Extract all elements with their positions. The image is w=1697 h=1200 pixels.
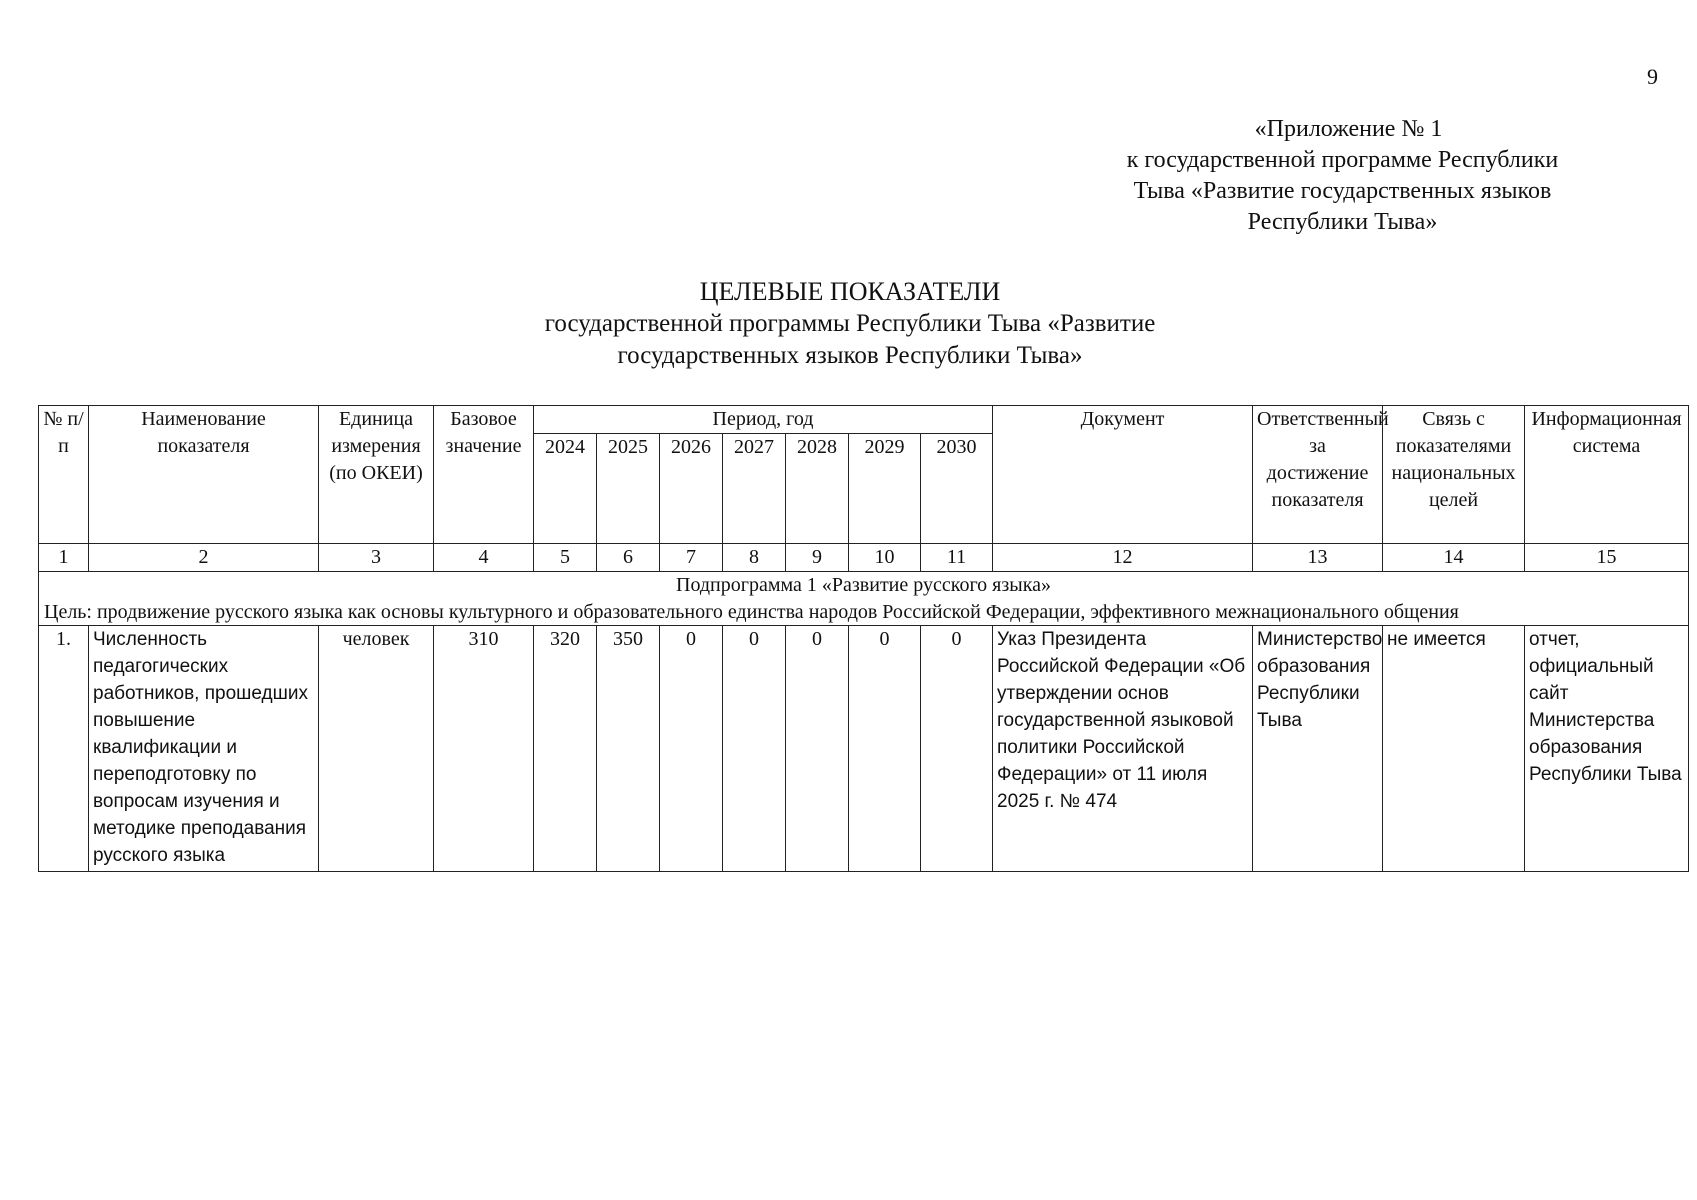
header-year: 2026	[660, 434, 723, 544]
column-number: 12	[993, 544, 1253, 572]
goal-text: Цель: продвижение русского языка как основы культурного и образовательного единства народов Российской Федерации, эффективного межнационального общения	[39, 599, 1689, 626]
header-no: № п/п	[39, 406, 89, 544]
column-number: 6	[597, 544, 660, 572]
header-document: Документ	[993, 406, 1253, 544]
title-line-2: государственной программы Республики Тыва «Развитие	[544, 310, 1156, 337]
responsible-cell: Министерство образования Республики Тыва	[1253, 626, 1383, 872]
appendix-line-3: Тыва «Развитие государственных языков	[1133, 178, 1552, 204]
base-value-cell: 310	[434, 626, 534, 872]
header-link: Связь с показателями национальных целей	[1383, 406, 1525, 544]
header-year: 2030	[921, 434, 993, 544]
document-cell: Указ Президента Российской Федерации «Об утверждении основ государственной языковой политики Российской Федерации» от 11 июля 2025 г. № 474	[993, 626, 1253, 872]
column-number: 8	[723, 544, 786, 572]
document-title	[400, 276, 1300, 372]
subprogram-row	[39, 572, 1689, 600]
indicators-table	[38, 405, 1689, 872]
column-number: 11	[921, 544, 993, 572]
column-number: 2	[89, 544, 319, 572]
row-number: 1.	[39, 626, 89, 872]
header-base: Базовое значение	[434, 406, 534, 544]
indicator-name: Численность педагогических работников, прошедших повышение квалификации и переподготовку по вопросам изучения и методике преподавания русского языка	[89, 626, 319, 872]
national-goals-link-cell: не имеется	[1383, 626, 1525, 872]
column-number: 14	[1383, 544, 1525, 572]
column-number: 15	[1525, 544, 1689, 572]
unit-cell: человек	[319, 626, 434, 872]
column-number: 4	[434, 544, 534, 572]
column-number: 3	[319, 544, 434, 572]
year-value-cell: 0	[786, 626, 849, 872]
subprogram-heading: Подпрограмма 1 «Развитие русского языка»	[39, 572, 1689, 600]
header-infosys: Информационная система	[1525, 406, 1689, 544]
year-value-cell: 0	[660, 626, 723, 872]
header-year: 2025	[597, 434, 660, 544]
column-number: 1	[39, 544, 89, 572]
header-year: 2024	[534, 434, 597, 544]
appendix-note	[1100, 114, 1585, 238]
goal-row	[39, 599, 1689, 626]
appendix-line-1: «Приложение № 1	[1254, 116, 1443, 142]
appendix-line-4: Республики Тыва»	[1247, 209, 1438, 235]
header-period: Период, год	[534, 406, 993, 434]
header-row-1	[39, 406, 1689, 434]
column-number: 9	[786, 544, 849, 572]
year-value-cell: 350	[597, 626, 660, 872]
header-name: Наименование показателя	[89, 406, 319, 544]
column-number: 5	[534, 544, 597, 572]
header-year: 2028	[786, 434, 849, 544]
column-number: 10	[849, 544, 921, 572]
column-number: 7	[660, 544, 723, 572]
title-line-1: ЦЕЛЕВЫЕ ПОКАЗАТЕЛИ	[699, 277, 1001, 306]
header-year: 2029	[849, 434, 921, 544]
header-year: 2027	[723, 434, 786, 544]
column-number-row	[39, 544, 1689, 572]
table-row	[39, 626, 1689, 872]
year-value-cell: 0	[921, 626, 993, 872]
header-unit: Единица измерения (по ОКЕИ)	[319, 406, 434, 544]
year-value-cell: 0	[723, 626, 786, 872]
page-number: 9	[1647, 64, 1658, 89]
information-system-cell: отчет, официальный сайт Министерства образования Республики Тыва	[1525, 626, 1689, 872]
year-value-cell: 320	[534, 626, 597, 872]
header-responsible: Ответственный за достижение показателя	[1253, 406, 1383, 544]
title-line-3: государственных языков Республики Тыва»	[617, 342, 1083, 369]
appendix-line-2: к государственной программе Республики	[1126, 147, 1559, 173]
year-value-cell: 0	[849, 626, 921, 872]
column-number: 13	[1253, 544, 1383, 572]
